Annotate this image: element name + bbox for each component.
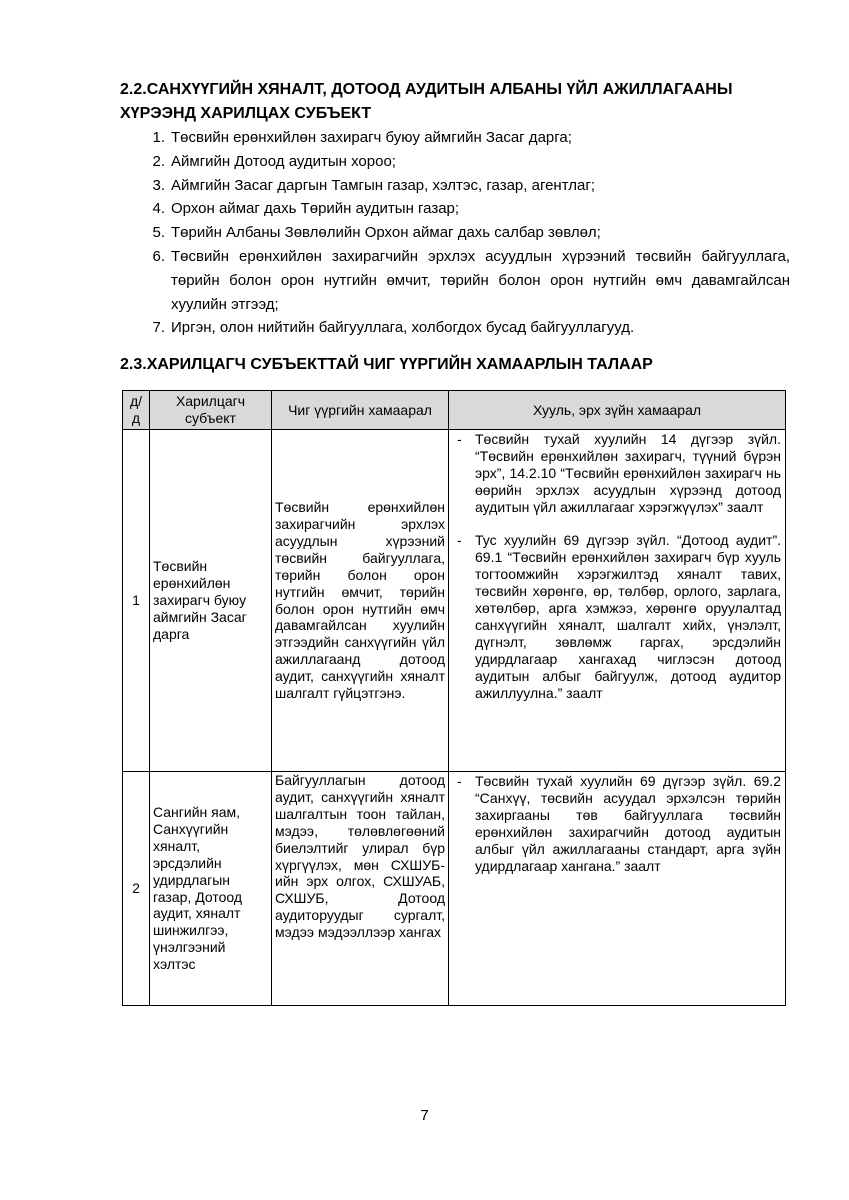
column-header-law: Хууль, эрх зүйн хамаарал	[449, 391, 786, 430]
list-item-number: 5.	[152, 224, 165, 242]
column-header-number: д/д	[123, 391, 150, 430]
row-relation: Байгууллагын дотоод аудит, санхүүгийн хяналт шалгалтын тоон тайлан, мэдээ, төлөвлөгөөний биелэлтийг улирал бүр хүргүүлэх, мөн СХШУБ-ийн эрх олгох, СХШУАБ, СХШУБ, Дотоод аудиторуудыг сургалт, мэдээ мэдээллээр хангах	[272, 772, 449, 1006]
section-heading-2-2: 2.2.САНХҮҮГИЙН ХЯНАЛТ, ДОТООД АУДИТЫН АЛБАНЫ ҮЙЛ АЖИЛЛАГААНЫ ХҮРЭЭНД ХАРИЛЦАХ СУБЪЕКТ	[120, 81, 733, 122]
list-item	[125, 221, 790, 245]
list-item-number: 7.	[152, 319, 165, 337]
row-relation: Төсвийн ерөнхийлөн захирагчийн эрхлэх асуудлын хүрээний төсвийн байгууллага, төрийн болон орон нутгийн өмчит, төрийн болон орон нутгийн өмч давамгайлсан хуулийн этгээдийн санхүүгийн үйл ажиллагаанд дотоод аудит, санхүүгийн хяналт шалгалт гүйцэтгэнэ.	[272, 430, 449, 772]
row-number: 2	[123, 772, 150, 1006]
law-bullet: -	[457, 532, 462, 549]
list-item-number: 1.	[152, 129, 165, 146]
law-bullet: -	[457, 773, 462, 789]
section-heading-2-3: 2.3.ХАРИЛЦАГЧ СУБЪЕКТТАЙ ЧИГ ҮҮРГИЙН ХАМААРЛЫН ТАЛААР	[120, 356, 653, 373]
column-header-relation: Чиг үүргийн хамаарал	[272, 391, 449, 430]
list-item-text: Төсвийн ерөнхийлөн захирагч буюу аймгийн Засаг дарга;	[171, 129, 572, 146]
list-item-number: 2.	[152, 152, 165, 170]
list-item-text: Төсвийн ерөнхийлөн захирагчийн эрхлэх асуудлын хүрээний төсвийн байгууллага, төрийн болон орон нутгийн өмчит, төрийн болон орон нутгийн өмч давамгайлсан хуулийн этгээд;	[171, 247, 790, 313]
column-header-subject: Харилцагч субъект	[150, 391, 272, 430]
relations-table	[122, 390, 786, 1006]
list-item	[125, 174, 790, 198]
page-number: 7	[420, 1107, 429, 1124]
list-item	[125, 316, 790, 340]
row-law	[449, 772, 786, 1006]
law-item	[453, 532, 781, 701]
row-law	[449, 430, 786, 772]
law-item	[453, 431, 781, 516]
row-subject: Сангийн яам, Санхүүгийн хяналт, эрсдэлийн удирдлагын газар, Дотоод аудит, хяналт шинжилгээ, үнэлгээний хэлтэс	[150, 772, 272, 1006]
list-item	[125, 197, 790, 221]
list-item-text: Иргэн, олон нийтийн байгууллага, холбогдох бусад байгууллагууд.	[171, 319, 635, 337]
list-item-number: 3.	[152, 176, 165, 194]
law-bullet: -	[457, 431, 462, 447]
list-item	[125, 245, 790, 316]
list-item-text: Аймгийн Дотоод аудитын хороо;	[171, 152, 396, 170]
list-item-number: 6.	[152, 247, 165, 265]
list-item-text: Орхон аймаг дахь Төрийн аудитын газар;	[171, 200, 460, 218]
law-text: Төсвийн тухай хуулийн 14 дүгээр зүйл. “Төсвийн ерөнхийлөн захирагч, түүний бүрэн эрх”, 14.2.10 “Төсвийн ерөнхийлөн захирагч нь өөрийн эрхлэх асуудлын хүрээнд дотоод аудитын үйл ажиллагааг хэрэгжүүлэх” заалт	[475, 431, 781, 515]
table-header-row	[123, 391, 786, 430]
law-text: Тус хуулийн 69 дүгээр зүйл. “Дотоод аудит”. 69.1 “Төсвийн ерөнхийлөн захирагч бүр хууль тогтоомжийн хэрэгжилтэд хяналт тавих, төсвийн хөрөнгө, өр, төлбөр, орлого, зарлага, хөтөлбөр, арга хэмжээ, хөрөнгө оруулалтад санхүүгийн хяналт, шалгалт хийх, үнэлэлт, дүгнэлт, зөвлөмж гаргах, эрсдэлийн удирдлагаар хангахад чиглэсэн дотоод аудитын албыг байгуулж, дотоод аудитор ажиллуулна.” заалт	[475, 532, 781, 701]
list-item-text: Төрийн Албаны Зөвлөлийн Орхон аймаг дахь салбар зөвлөл;	[171, 224, 601, 242]
list-item	[125, 126, 790, 150]
row-number: 1	[123, 430, 150, 772]
row-subject: Төсвийн ерөнхийлөн захирагч буюу аймгийн Засаг дарга	[150, 430, 272, 772]
law-item	[453, 773, 781, 874]
list-item-number: 4.	[152, 200, 165, 218]
list-item	[125, 150, 790, 174]
table-row	[123, 772, 786, 1006]
law-text: Төсвийн тухай хуулийн 69 дүгээр зүйл. 69.2 “Санхүү, төсвийн асуудал эрхэлсэн төрийн захиргааны төв байгууллага төсвийн ерөнхийлөн захирагчийн дотоод аудитын албыг үйл ажиллагааны стандарт, арга зүйн удирдлагаар хангана.” заалт	[475, 773, 781, 874]
counterparty-list	[125, 126, 790, 340]
table-row	[123, 430, 786, 772]
list-item-text: Аймгийн Засаг даргын Тамгын газар, хэлтэс, газар, агентлаг;	[171, 176, 595, 194]
